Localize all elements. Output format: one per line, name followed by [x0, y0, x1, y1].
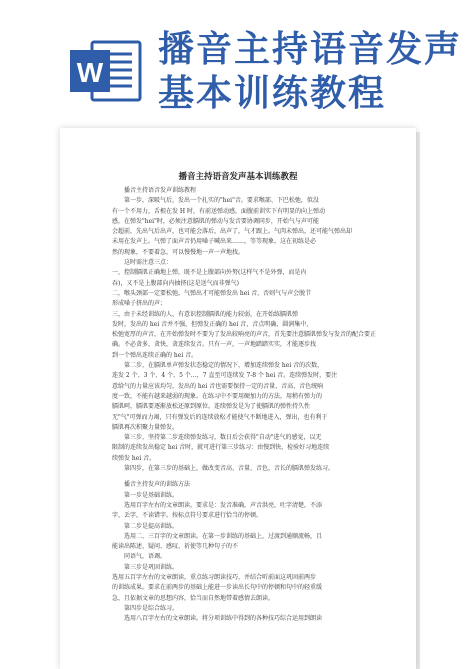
document-body: [112, 186, 384, 624]
document-line: 第二步是提高训练。: [124, 522, 179, 530]
document-line: 有一个不用力，舌根在发 H 时，有前送弹动感，面腹前训实下有明显的向上弹动: [112, 207, 326, 215]
document-line: 确。不必贪多，贪快，贪连续发音。只有一声，一声地踏踏实实，才能逐步找: [112, 341, 317, 349]
document-line: 选用二、三百字的文章朗读。在第一步训练的基础上，过渡到通顺流畅，且: [124, 532, 323, 540]
page-header: [0, 0, 474, 130]
document-line: 松弛宽厚的声音，在开始弹发时不要为了发出较响亮的声音，首先要注意膈肌弹发与发音的配合要正: [112, 331, 377, 339]
document-line: 感，在弹发"hei"时，必须注意膈肌的弹动与发音要协调同步，开始气与声可能: [112, 217, 319, 225]
document-line: 二，喉头颈部一定要松弛，气弹出才可能弹发出 hei 音，否则气与声会脱节: [112, 289, 312, 297]
document-line: 播音主持语音发声训练教程: [124, 187, 197, 194]
document-line: 然的现象，不要着急，可以慢慢地一声一声地找。: [112, 248, 245, 256]
document-line: 形成嗓子挤出的声；: [112, 300, 167, 308]
document-line: 连发 2 个、3 个、4 个、5 个…，7 直至可连续发 7-8 个 hei 音。连续弹发时，要注: [112, 372, 338, 380]
document-line: 第二步，在膈肌单声弹发状态稳定的情况下，增加连续弹发 hei 音的次数，: [124, 362, 324, 370]
document-line: 的训练成果。要求在前两步的基础上能进一步读出长句中的停顿和句中的轻重缓: [112, 584, 323, 592]
page-title-line-2: 基本训练教程: [158, 73, 387, 114]
document-line: 到一个弹出连续正确的 hei 音。: [112, 351, 198, 359]
document-line: 字，丢字，不读错字。按标点符号要求进行恰当的停顿。: [112, 512, 263, 520]
document-line: 第四步，在第三步的基础上，做改变音高、音量、音色，音长的膈肌弹发练习。: [124, 465, 335, 473]
page-title-line-1: 播音主持语音发声: [158, 29, 463, 70]
document-line: 这时需注意三点：: [124, 259, 173, 267]
document-line: 选用五百字左右的文章朗读，重点练习朗读技巧，并结合听前面这巩固前两步: [112, 573, 317, 581]
document-line: 膈肌再次积聚力量弹发。: [112, 423, 179, 431]
document-line: 选用八百字左右的文章朗读。将分项训练中得到的各种技巧综合运用到朗读: [124, 615, 323, 623]
document-line: 第三步是巩固训练。: [124, 563, 179, 571]
document-page: [60, 128, 416, 669]
document-line: 一，控制膈肌正确地上弹，既不是上腹部向外努(这样气不是外弹，而是内: [112, 269, 307, 277]
document-line: 第三步，坚持第二步连续弹发练习，数日后会获得"自动"进气的感觉，以无: [124, 434, 322, 442]
document-title: 播音主持语音发声基本训练教程: [178, 172, 298, 182]
document-line: 同语气，语调。: [124, 553, 167, 561]
document-line: 发时，发出的 hei 音并不强，但弹发正确的 hei 音，音点明确、圆润集中，: [112, 320, 313, 328]
document-line: 第一步，深吸气后，发出一个扎实的"hei"音。要求喉部、下巴松弛，似没: [124, 197, 319, 205]
document-line: 能读出陈述、疑问、感叹、祈使等几种句子的不: [112, 543, 239, 551]
document-line: 播音主持发声的训练方法: [124, 481, 191, 489]
document-line: 第四步是综合练习。: [124, 604, 179, 612]
document-line: 会超前，先出气后出声，也可能会落后，出声了，气才跟上。气肉未弹出，还可能气弹出却: [112, 228, 353, 236]
word-document-icon: [70, 38, 142, 104]
page-title: [158, 28, 468, 116]
document-line: 吞)，又不是上腹部向内抽挤(这是送气而非弹气): [112, 279, 240, 287]
document-line: 续弹发 hei 音。: [112, 454, 156, 462]
document-line: 三，由于未经训练的人，有意识控制膈肌的能力较弱，在开始练膈肌弹: [112, 310, 299, 318]
document-line: 限制的连续发出稳定 hei 音时，就可进行第三步练习：由慢到快，检验好习地连续: [112, 444, 330, 452]
document-line: 意给气的力量应该均匀，发出的 hei 音也需要保持一定的音量、音高、音色统响: [112, 382, 324, 390]
document-line: 未用在发声上。气弹了面声音仍用嗓子喊出来……，等等现象。这在初练是必: [112, 238, 317, 246]
document-line: 度一致，不能有越来越弱的现象。在练习中不要用硬加力的方法，用稍有弹力的: [112, 392, 323, 400]
word-logo-letter: W: [76, 57, 104, 88]
document-line: 选用百字左右的文章朗读。要求是：发音准确，声音洪亮，吐字清楚，不添: [124, 501, 323, 509]
document-line: 急，且依据文章的思想内容，恰当而自然地带着感情去朗读。: [112, 594, 275, 602]
document-line: 第一步是基础训练。: [124, 491, 179, 499]
document-line: 膈肌呵，膈肌要逐渐放松还原到原位。连续弹发是为了使膈肌的弹性持久性: [112, 403, 311, 411]
document-line: 无"气"可弹而力竭，只有弹发后的连续放松才能使气不断地进入，弹出，也有利于: [112, 413, 328, 421]
